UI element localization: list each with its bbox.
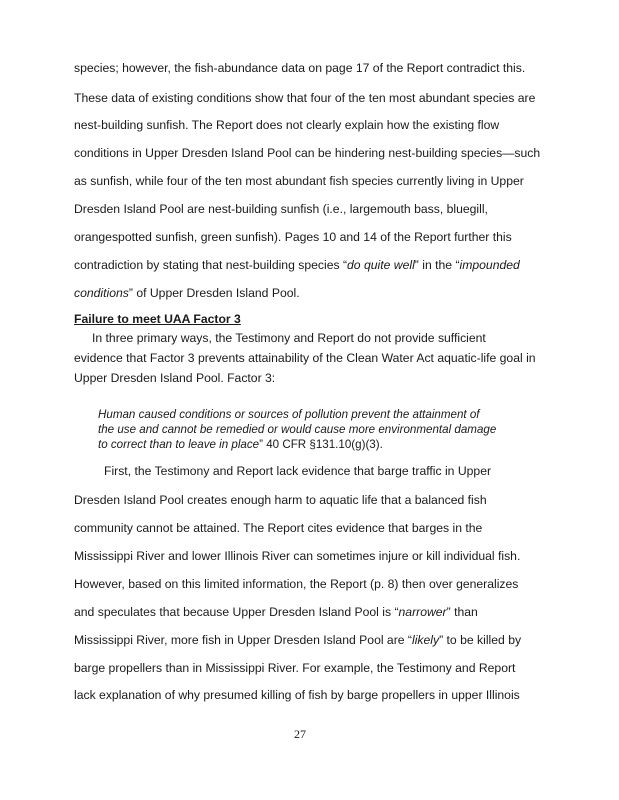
- body-text-line: conditions in Upper Dresden Island Pool can be hindering nest-building species—such: [74, 146, 541, 160]
- body-text-line: barge propellers than in Mississippi River. For example, the Testimony and Report: [74, 661, 516, 675]
- text-span: and speculates that because Upper Dresden Island Pool is “: [74, 605, 399, 619]
- body-text-line: [74, 633, 521, 648]
- citation-text: ” 40 CFR §131.10(g)(3).: [259, 438, 383, 451]
- text-span: ” to be killed by: [439, 633, 522, 647]
- text-span: ” than: [446, 605, 478, 619]
- emphasis-text: do quite well: [347, 258, 415, 272]
- block-quote-line: [98, 438, 383, 452]
- emphasis-text: impounded: [459, 258, 520, 272]
- emphasis-text: likely: [412, 633, 440, 647]
- body-text-line: nest-building sunfish. The Report does not clearly explain how the existing flow: [74, 118, 500, 132]
- body-text-line: [74, 258, 520, 273]
- text-span: contradiction by stating that nest-building species “: [74, 258, 348, 272]
- body-text-line: First, the Testimony and Report lack evidence that barge traffic in Upper: [104, 464, 492, 478]
- body-text-line: Upper Dresden Island Pool. Factor 3:: [74, 371, 276, 385]
- body-text-line: orangespotted sunfish, green sunfish). Pages 10 and 14 of the Report further this: [74, 230, 512, 244]
- emphasis-text: Human caused conditions or sources of pollution prevent the attainment of: [98, 408, 480, 421]
- text-span: ” in the “: [414, 258, 460, 272]
- text-span: ” of Upper Dresden Island Pool.: [128, 286, 300, 300]
- body-text-line: [74, 286, 300, 301]
- body-text-line: Mississippi River and lower Illinois River can sometimes injure or kill individual fish.: [74, 549, 521, 563]
- body-text-line: These data of existing conditions show that four of the ten most abundant species are: [74, 91, 536, 105]
- emphasis-text: to correct than to leave in place: [98, 438, 260, 451]
- body-text-line: evidence that Factor 3 prevents attainability of the Clean Water Act aquatic-life goal in: [74, 351, 536, 365]
- block-quote-line: [98, 423, 496, 437]
- body-text-line: Dresden Island Pool creates enough harm to aquatic life that a balanced fish: [74, 493, 487, 507]
- emphasis-text: narrower: [398, 605, 447, 619]
- body-text-line: Dresden Island Pool are nest-building sunfish (i.e., largemouth bass, bluegill,: [74, 202, 488, 216]
- page-number: 27: [294, 727, 306, 741]
- section-heading: Failure to meet UAA Factor 3: [74, 312, 241, 326]
- emphasis-text: conditions: [74, 286, 129, 300]
- body-text-line: In three primary ways, the Testimony and Report do not provide sufficient: [92, 331, 486, 345]
- text-span: Mississippi River, more fish in Upper Dresden Island Pool are “: [74, 633, 412, 647]
- emphasis-text: the use and cannot be remedied or would cause more environmental damage: [98, 423, 497, 436]
- body-text-line: as sunfish, while four of the ten most abundant fish species currently living in Upper: [74, 174, 524, 188]
- block-quote-line: [98, 408, 480, 422]
- body-text-line: However, based on this limited information, the Report (p. 8) then over generalizes: [74, 577, 519, 591]
- body-text-line: lack explanation of why presumed killing of fish by barge propellers in upper Illinois: [74, 688, 520, 702]
- body-text-line: [74, 605, 478, 620]
- body-text-line: community cannot be attained. The Report cites evidence that barges in the: [74, 521, 483, 535]
- body-text-line: species; however, the fish-abundance data on page 17 of the Report contradict this.: [74, 61, 526, 75]
